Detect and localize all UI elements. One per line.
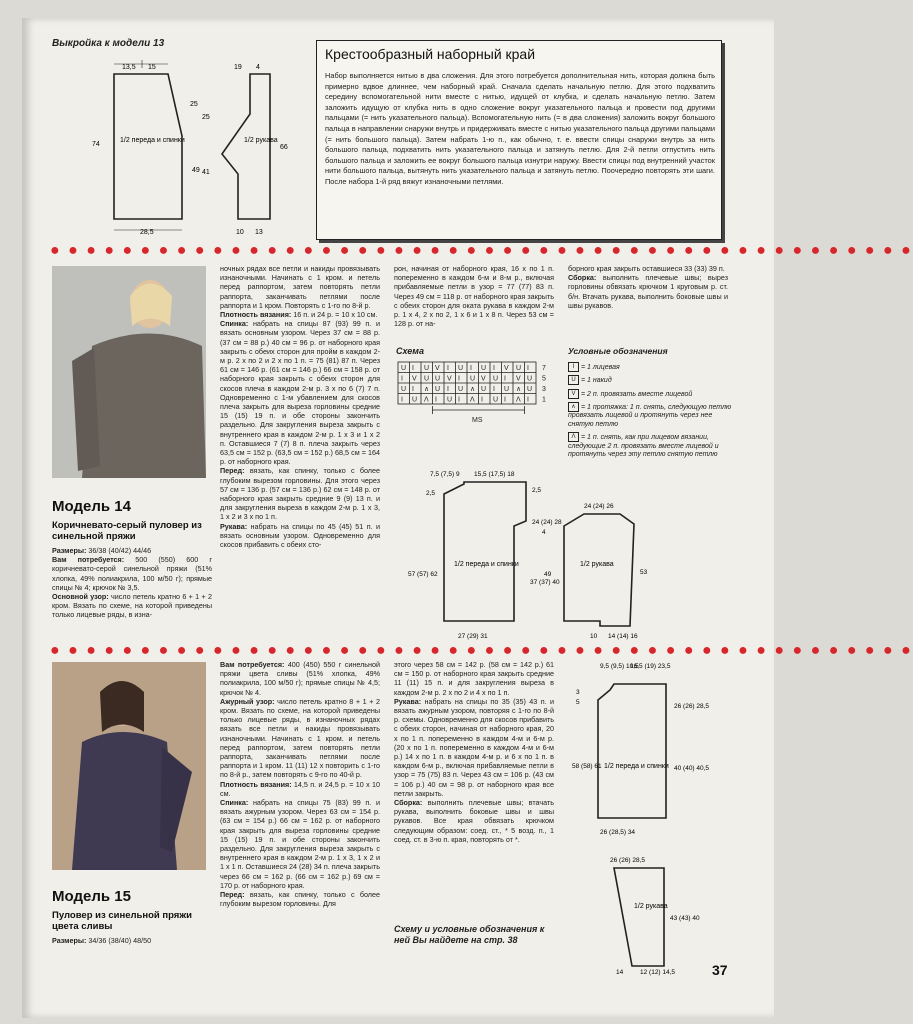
m14-l2: 57 (57) 62 [408, 571, 438, 578]
svg-text:∧: ∧ [424, 386, 430, 393]
m15-left: 58 (58) 61 [572, 763, 602, 770]
ms-label: MS [472, 417, 483, 424]
svg-text:I: I [504, 375, 506, 383]
s13-right: 66 [280, 144, 288, 151]
m14-sleeve-label: 1/2 рукава [580, 561, 614, 568]
box-title: Крестообразный наборный край [325, 46, 536, 62]
svg-text:V: V [481, 375, 486, 383]
svg-text:U: U [493, 375, 499, 383]
svg-text:I: I [412, 386, 414, 393]
scheme-grid [396, 360, 556, 426]
legend-item: ∧ = 1 протяжка: 1 п. снять, следующую петлю провязать лицевой и протянуть через нее снятую петлю [568, 403, 732, 428]
model-14-title: Модель 14 [52, 498, 131, 515]
divider-dots-2: ● ● ● ● ● ● ● ● ● ● ● ● ● ● ● ● ● ● ● ● ● ● ● ● ● ● ● ● ● ● ● ● ● ● ● ● ● ● ● ● ● ● ● ● ● ● ● ● [50, 642, 913, 659]
model-15-note: Схему и условные обозначения к ней Вы найдете на стр. 38 [394, 924, 545, 945]
m15-t2: 16,5 (19) 23,5 [630, 663, 671, 670]
m15-bottom: 26 (28,5) 34 [600, 829, 636, 836]
svg-text:∧: ∧ [470, 386, 476, 393]
m15-r1: 26 (26) 28,5 [674, 703, 710, 710]
page-number: 37 [712, 962, 728, 978]
m15s-top: 26 (26) 28,5 [610, 857, 646, 864]
m14-front-label: 1/2 переда и спинки [454, 561, 519, 568]
legend-item: U = 1 накид [568, 375, 736, 385]
s13-left2: 41 [202, 169, 210, 176]
m14s-b2: 14 (14) 16 [608, 633, 638, 640]
svg-text:∧: ∧ [516, 386, 522, 393]
svg-text:I: I [401, 396, 403, 404]
svg-text:Λ: Λ [516, 396, 521, 404]
cast-on-box [316, 40, 722, 240]
f13-right1: 25 [190, 101, 198, 108]
svg-text:Λ: Λ [470, 396, 475, 404]
m15-t1: 9,5 (9,5) 10,5 [600, 663, 639, 670]
m14-r3: 4 [542, 529, 546, 536]
m15-l1: 3 [576, 689, 580, 696]
svg-text:I: I [401, 375, 403, 383]
svg-text:U: U [504, 386, 510, 393]
pattern-13-label: Выкройка к модели 13 [52, 38, 165, 49]
svg-text:U: U [516, 365, 522, 372]
model-14-col3: рон, начиная от наборного края, 16 x по 1 п. попеременно в каждом 6-м и 8-м р., включая прибавляемые петли в узор = 77 (77) 83 п. Через 49 см = 118 р. от наборного края закрыть с обеих сторон для оката рукава в каждом 2-м р. 1 x 4, 2 x по 2, 1 x 6 и 1 x 8 п. Через 53 см = 128 р. от на- [394, 264, 554, 329]
svg-text:U: U [481, 386, 487, 393]
row-3: 3 [542, 386, 546, 393]
svg-text:U: U [401, 386, 407, 393]
divider-dots-1: ● ● ● ● ● ● ● ● ● ● ● ● ● ● ● ● ● ● ● ● ● ● ● ● ● ● ● ● ● ● ● ● ● ● ● ● ● ● ● ● ● ● ● ● ● ● ● ● [50, 242, 913, 259]
m14-r1: 2,5 [532, 487, 542, 494]
svg-text:U: U [470, 375, 476, 383]
m14-bottom: 27 (29) 31 [458, 633, 488, 640]
model-14-col2: ночных рядах все петли и накиды провязывать изнаночными. Начинать с 1 кром. и петель перед раппортом, затем повторять петли раппорта, заканчивать петлями после раппорта и 1 кром. Повторять с 1-го по 8-й р. Плотность вязания: 16 п. и 24 р. = 10 x 10 см. Спинка: набрать на спицы 87 (93) 99 п. и вязать основным узором. Через 37 см = 88 р. (37 см = 88 р.) 40 см = 96 р. от наборного края закрыть с обеих сторон для пройм в каждом 2-м р. 2 x по 2 и 2 x по 1 п. = 75 (81) 87 п. Через 61 см = 146 р. (61 см = 146 р.) 66 см = 158 р. от наборного края закрыть с обеих сторон для скосов плеча в каждом 2-м р. 3 x по 6 (7) 7 п. Одновременно с 1-м убавлением для скосов плеча закрыть для выреза горловины средние 15 (15) 19 п. и обе стороны закончить раздельно. Для закругления выреза закрыть с внутреннего края в каждом 2-м р. 1 x 3 и 1 x 2 п. Оставшиеся 7 (7) 8 п. плеча закрыть через 63,5 см = 152 р. (63,5 см = 152 р.) 68,5 см = 164 р. от наборного края. Перед: вязать, как спинку, только с более глубоким вырезом горловины. Для этого через 57 см = 136 р. (57 см = 136 р.) 62 см = 148 р. от наборного края закрыть средние 9 (9) 13 п. и для закругления выреза в каждом 2-м р. 1 x 3, 1 x 2 и 3 x по 1 п. Рукава: набрать на спицы по 45 (45) 51 п. и вязать основным узором. Одновременно для скосов прибавить с обеих сто- [220, 264, 380, 550]
svg-text:U: U [493, 396, 499, 404]
f13-label: 1/2 переда и спинки [120, 137, 185, 144]
svg-text:U: U [527, 375, 533, 383]
svg-text:V: V [504, 365, 509, 372]
row-5: 5 [542, 375, 546, 383]
svg-text:I: I [447, 386, 449, 393]
model-15-col2: Вам потребуется: 400 (450) 550 г синельной пряжи цвета сливы (51% хлопка, 49% полиакрила, 100 м/50 г); прямые спицы № 4,5; крючок № 4. Ажурный узор: число петель кратно 8 + 1 + 2 кром. Вязать по схеме, на которой приведены только лицевые ряды, в изнаночных рядах вязать все петли и накиды провязывать изнаночными. Начинать с 1 кром. и петель перед раппортом, затем повторять петли раппорта, заканчивать петлями после раппорта и 1 кром. 11 (11) 12 x повторить с 1-го по 8-й р., затем повторять с 9-го по 40-й р. Плотность вязания: 14,5 п. и 24,5 р. = 10 x 10 см. Спинка: набрать на спицы 75 (83) 99 п. и вязать ажурным узором. Через 63 см = 154 р. (63 см = 154 р.) 66 см = 162 р. от наборного края закрыть для выреза горловины средние 15 (15) 19 п. и обе стороны закончить раздельно. Для закругления выреза закрыть с внутреннего края в каждом 2-м р. 1 x 3, 1 x 2 и 1 x 1 п. Оставшиеся 24 (28) 34 п. плеча закрыть через 66 см = 162 р. (66 см = 162 р.) 69 см = 170 р. от наборного края. Перед: вязать, как спинку, только с более глубоким вырезом горловины. Для [220, 660, 381, 909]
svg-text:V: V [447, 375, 452, 383]
legend-item: I = 1 лицевая [568, 362, 736, 372]
svg-text:U: U [401, 365, 407, 372]
svg-text:I: I [458, 396, 460, 404]
f13-left: 74 [92, 141, 100, 148]
svg-text:U: U [424, 375, 430, 383]
svg-text:U: U [458, 386, 464, 393]
m14s-top: 24 (24) 26 [584, 503, 614, 510]
model-15-col3: этого через 58 см = 142 р. (58 см = 142 р.) 61 см = 150 р. от наборного края закрыть средние 11 (11) 15 п. и для закругления выреза в каждом 2-м р. 2 x по 2 и 4 x по 1 п. Рукава: набрать на спицы по 35 (35) 43 п. и вязать ажурным узором, повторяя с 1-го по 8-й р. схемы. Одновременно для скосов прибавить с обеих сторон, начиная от наборного края, 20 x по 1 п. попеременно в каждом 4-м и 6-м р. (20 x по 1 п. попеременно в каждом 4-м и 6-м р.) 14 x по 1 п. в каждом 4-м р. и 6 x по 1 п. в каждом 6-м р., включая прибавляемые петли в узор = 75 (75) 83 п. Через 43 см = 106 р. (43 см = 106 р.) 40 см = 98 р. от наборного края все петли закрыть. Сборка: выполнить плечевые швы; втачать рукава, выполнить боковые швы и швы рукавов. Все края обвязать крючком следующим образом: соед. ст., * 5 возд. п., 1 соед. ст. в 3-ю п. края, повторять от *. [394, 660, 554, 844]
box-text: Набор выполняется нитью в два сложения. Для этого потребуется дополнительная нить, которая должна быть примерно вдвое длиннее, чем наборный край. Сначала сделать начальную петлю. Для этого подхватить середину вспомогательной нити вместе с нитью, идущей от клубка, и сделать начальную петлю. Затем заложить идущую от клубка нить в одно сложение вокруг указательного пальца и провести под другими пальцами (= нить указательного пальца). Вспомогательную нить (= в два сложения) заложить вокруг большого пальца в направлении снаружи внутрь и придерживать вместе с нитью указательного пальца другими пальцами (= нить большого пальца). Затем набрать 1-ю п., как обычно, т. е. ввести спицы снаружи внутрь за нить большого пальца, подхватить нить указательного пальца и затянуть петлю. Для 2-й петли отпустить нить большого пальца и заложить ее вокруг большого пальца изнутри наружу. Ввести спицы под внутренний участок нити большого пальца, вытянуть нить указательного пальца и затянуть петлю. Поочередно повторять эти шаги. После набора 1-й ряд вяжут изнаночными петлями. [325, 71, 715, 186]
m14s-b1: 10 [590, 633, 598, 640]
model-15-subtitle: Пуловер из синельной пряжи цвета сливы [52, 910, 192, 932]
m14-t2: 15,5 (17,5) 18 [474, 471, 515, 478]
m15s-b1: 14 [616, 969, 624, 976]
model-14-subtitle: Коричневато-серый пуловер из синельной пряжи [52, 520, 202, 542]
model-15-photo [52, 662, 206, 870]
m15s-b2: 12 (12) 14,5 [640, 969, 676, 976]
legend-item: Λ = 1 п. снять, как при лицевом вязании, следующие 2 п. провязать вместе лицевой и протянуть через эту петлю снятую петлю [568, 434, 719, 459]
model-15-pattern [570, 658, 770, 978]
svg-text:I: I [481, 396, 483, 404]
m15-l2: 5 [576, 699, 580, 706]
svg-text:U: U [458, 365, 464, 372]
svg-text:V: V [516, 375, 521, 383]
svg-text:V: V [435, 365, 440, 372]
model-14-photo [52, 266, 206, 478]
svg-text:U: U [412, 396, 418, 404]
m15-sleeve-label: 1/2 рукава [634, 903, 668, 910]
legend-title: Условные обозначения [568, 346, 668, 356]
m14-r2: 24 (24) 28 [532, 519, 562, 526]
svg-text:I: I [435, 396, 437, 404]
m15-r2: 40 (40) 40,5 [674, 765, 710, 772]
s13-bottom-b: 13 [255, 229, 263, 236]
svg-text:I: I [527, 396, 529, 404]
model-15-title: Модель 15 [52, 888, 131, 905]
m14-t1: 7,5 (7,5) 9 [430, 471, 460, 478]
svg-text:Λ: Λ [424, 396, 429, 404]
f13-top-b: 15 [148, 64, 156, 71]
model-15-sizes: Размеры: 34/36 (38/40) 48/50 [52, 936, 152, 945]
f13-bottom: 28,5 [140, 229, 154, 236]
magazine-page [22, 18, 913, 1018]
svg-text:I: I [412, 365, 414, 372]
f13-top-a: 13,5 [122, 64, 136, 71]
model-14-intro: Размеры: 36/38 (40/42) 44/46 Вам потребуется: 500 (550) 600 г коричневато-серой синельной пряжи (51% хлопка, 49% полиакрила, 100 м/50 г); прямые спицы № 4; крючок № 3,5. Основной узор: число петель кратно 6 + 1 + 2 кром. Вязать по схеме, на которой приведены только лицевые ряды, в изна- [52, 546, 213, 620]
f13-right2: 49 [192, 167, 200, 174]
s13-top-b: 4 [256, 64, 260, 71]
svg-text:I: I [504, 396, 506, 404]
legend-list [568, 362, 736, 460]
m14s-left: 49 [544, 571, 552, 578]
m15s-right: 43 (43) 40 [670, 915, 700, 922]
s13-left1: 25 [202, 114, 210, 121]
svg-text:V: V [412, 375, 417, 383]
row-7: 7 [542, 365, 546, 372]
model-14-pattern [394, 466, 734, 646]
svg-text:I: I [447, 365, 449, 372]
row-1: 1 [542, 396, 546, 404]
scheme-label: Схема [396, 346, 424, 356]
m14-r4: 37 (37) 40 [530, 579, 560, 586]
svg-text:U: U [527, 386, 533, 393]
svg-text:I: I [493, 365, 495, 372]
schema-13-diagram [52, 54, 322, 244]
legend-item: V = 2 п. провязать вместе лицевой [568, 389, 736, 399]
svg-text:U: U [447, 396, 453, 404]
s13-top-a: 19 [234, 64, 242, 71]
m14-l1: 2,5 [426, 490, 436, 497]
svg-text:U: U [435, 375, 441, 383]
svg-text:U: U [424, 365, 430, 372]
svg-text:I: I [527, 365, 529, 372]
svg-text:U: U [435, 386, 441, 393]
s13-bottom-a: 10 [236, 229, 244, 236]
svg-text:I: I [458, 375, 460, 383]
m14s-right: 53 [640, 569, 648, 576]
s13-label: 1/2 рукава [244, 137, 278, 144]
svg-text:I: I [493, 386, 495, 393]
m15-front-label: 1/2 переда и спинки [604, 763, 669, 770]
svg-text:I: I [470, 365, 472, 372]
model-14-col4: борного края закрыть оставшиеся 33 (33) 39 п. Сборка: выполнить плечевые швы; вырез горловины обвязать крючком 1 круговым р. ст. б/н. Втачать рукава, выполнить боковые швы и швы рукавов. [568, 264, 729, 310]
svg-text:U: U [481, 365, 487, 372]
